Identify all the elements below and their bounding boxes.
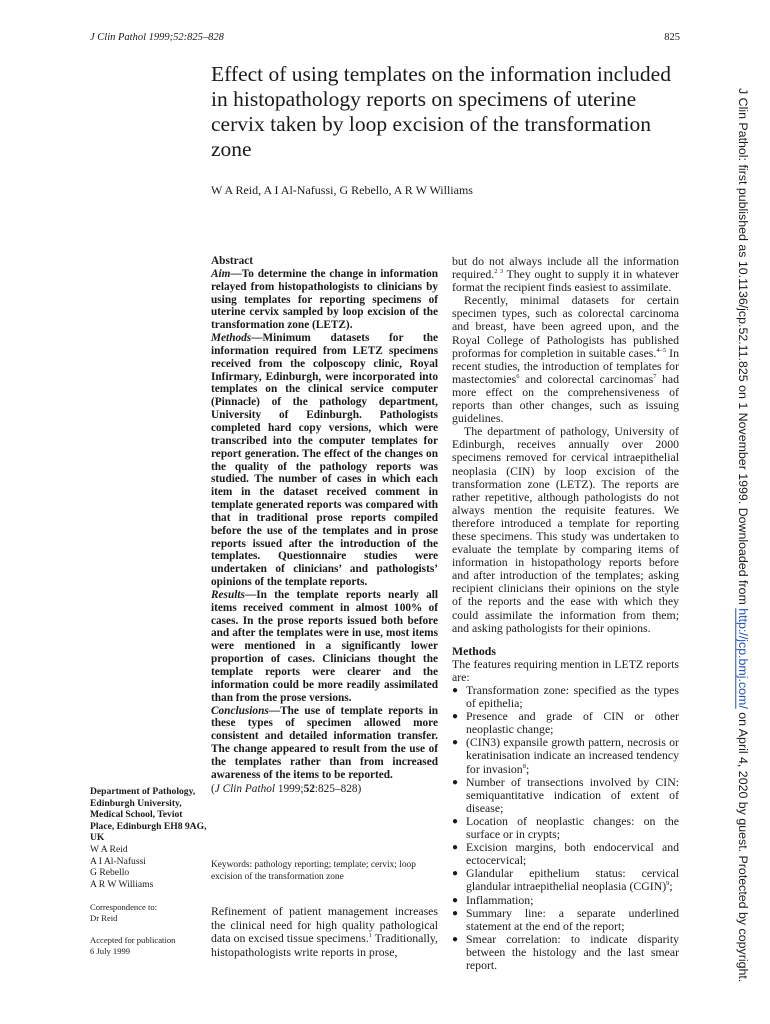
paragraph-text: had more effect on the comprehensiveness of reports than other changes, such as issuing guidelines. [452,371,679,426]
department-affiliation: Department of Pathology, Edinburgh University, Medical School, Teviot Place, Edinburgh EH8 9AG, UK [90,786,207,844]
list-item: ● Glandular epithelium status: cervical glandular intraepithelial neoplasia (CGIN)$^9$; [452,867,679,893]
accepted-date: 6 July 1999 [90,945,131,956]
author-names [90,844,208,890]
conclusions-text: —The use of template reports in these types of specimen allowed more consistent and detailed information transfer. The change appeared to result from the use of the templates rather than from increased awareness of the items to be reported. [211,704,438,781]
abstract-conclusions [211,705,438,782]
paragraph-text: In recent studies, the introduction of templates for mastectomies [452,345,679,386]
list-item: ● Transformation zone: specified as the types of epithelia; [452,684,679,710]
notice-text: J Clin Pathol: first published as 10.1136/jcp.52.11.825 on 1 November 1999. Downloaded from [736,88,750,609]
acceptance-note [90,935,208,956]
paragraph-text: and colorectal carcinomas [519,371,654,386]
paragraph [452,294,679,425]
cite-journal: J Clin Pathol [214,782,276,795]
ref-superscript: 9 [666,880,670,888]
methods-text: —Minimum datasets for the information required from LETZ specimens received from the colposcopy clinic, Royal Infirmary, Edinburgh, were incorporated into templates on the clinical service computer (Pinnacle) of the pathology department, University of Edinburgh. Pathologists completed hard copy versions, which were transcribed into the computer templates for report generation. The effect of the changes on the quality of the pathology reports was studied. The number of cases in which each item in the dataset received comment in template generated reports was compared with that in traditional prose reports compiled before the use of the templates and in prose reports issued after the introduction of the templates. Questionnaire studies were undertaken of clinicians’ and pathologists’ opinions of the template reports. [211,332,438,589]
body-text-right [452,255,679,972]
list-item: ● Presence and grade of CIN or other neoplastic change; [452,710,679,736]
sidebar-author: A I Al-Nafussi [90,855,146,867]
abstract-heading: Abstract [211,255,254,267]
methods-label: Methods [211,332,252,345]
article-title: Effect of using templates on the information included in histopathology reports on specimens of uterine cervix taken by loop excision of the transformation zone [211,62,671,161]
ref-superscript: 8 [522,762,526,770]
conclusions-label: Conclusions [211,704,269,717]
abstract-citation: (J Clin Pathol 1999;52:825–828) [211,782,362,795]
aim-text: —To determine the change in information relayed from histopathologists to clinicians by using templates for reporting specimens of uterine cervix sampled by loop excision of the transformation zone (LETZ). [211,267,438,332]
page-number: 825 [664,32,680,43]
author-list: W A Reid, A I Al-Nafussi, G Rebello, A R W Williams [211,183,473,197]
list-item: ● Location of neoplastic changes: on the surface or in crypts; [452,815,679,841]
results-text: —In the template reports nearly all items received comment in almost 100% of cases. In the prose reports issued both before and after the templates were in use, most items were mentioned in a significantly lower proportion of cases. Clinicians thought the template reports were clearer and the information could be more readily assimilated than from the prose versions. [211,588,438,704]
intro-text-cont: Traditionally, histopathologists write reports in prose, [211,931,438,960]
running-head-citation: J Clin Pathol 1999;52:825–828 [90,32,224,43]
paragraph [452,255,679,294]
sidebar-author: W A Reid [90,843,128,855]
list-item: ● Smear correlation: to indicate disparity between the histology and the last smear report. [452,933,679,972]
list-item-text: Glandular epithelium status: cervical glandular intraepithelial neoplasia (CGIN) [466,866,679,894]
accepted-label: Accepted for publication [90,935,176,946]
ref-superscript: 4–5 [656,346,667,354]
ref-superscript: 7 [653,372,657,380]
list-item: ● Summary line: a separate underlined statement at the end of the report; [452,907,679,933]
body-text-left [211,905,438,960]
download-notice-strip [736,88,750,982]
paragraph-text: Recently, minimal datasets for certain specimen types, such as colorectal carcinoma and breast, have been agreed upon, and the Royal College of Pathologists has published proformas for completion in suitable cases. [452,293,679,360]
ref-superscript: 6 [516,372,520,380]
aim-label: Aim [211,267,231,280]
keywords: Keywords: pathology reporting; template; cervix; loop excision of the transformation zone [211,860,416,882]
notice-text-cont: on April 4, 2020 by guest. Protected by copyright. [736,708,750,983]
abstract-results [211,589,438,705]
sidebar-author: G Rebello [90,867,130,879]
affiliation-sidebar [90,786,208,956]
paragraph: The department of pathology, University of Edinburgh, receives annually over 2000 specimens removed for cervical intraepithelial neoplasia (CIN) by loop excision of the transformation zone (LETZ). The reports are rather repetitive, although pathologists do not always mention the requisite features. We therefore introduced a template for reporting these specimens. This study was undertaken to evaluate the template by comparing items of information in histopathology reports before and after introduction of the templates; asking recipient clinicians their opinions on the style of the reports and the ease with which they could assimilate the information from them; and asking pathologists for their opinions. [452,424,679,635]
correspondence [90,902,208,923]
cite-pages: :825–828) [314,782,362,795]
abstract [211,255,438,795]
feature-list [452,684,679,972]
list-item: ● Number of transections involved by CIN: semiquantitative indication of extent of disease; [452,776,679,815]
cite-year: 1999; [275,782,304,795]
abstract-aim [211,268,438,332]
paragraph-text: but do not always include all the information required. [452,254,679,282]
intro-text: Refinement of patient management increases the clinical need for high quality pathological data on excised tissue specimens. [211,904,438,946]
ref-superscript: 1 [368,932,372,940]
sidebar-author: A R W Williams [90,878,154,890]
list-item: ● Inflammation; [452,894,679,907]
abstract-methods [211,332,438,589]
correspondence-name: Dr Reid [90,912,118,923]
list-item-text: (CIN3) expansile growth pattern, necrosis or keratinisation indicate an increased tendency for invasion [466,735,679,776]
list-item: ● (CIN3) expansile growth pattern, necrosis or keratinisation indicate an increased tendency for invasion$^8$; [452,736,679,775]
ref-superscript: 2 3 [494,268,504,276]
results-label: Results [211,588,245,601]
methods-heading: Methods [452,643,496,658]
journal-link[interactable]: http://jcp.bmj.com/ [736,608,750,709]
correspondence-label: Correspondence to: [90,902,158,913]
cite-volume: 52 [303,782,315,795]
methods-intro: The features requiring mention in LETZ reports are: [452,656,679,684]
list-item: ● Excision margins, both endocervical and ectocervical; [452,841,679,867]
paragraph-text: They ought to supply it in whatever format the recipient finds easiest to assimilate. [452,267,679,295]
